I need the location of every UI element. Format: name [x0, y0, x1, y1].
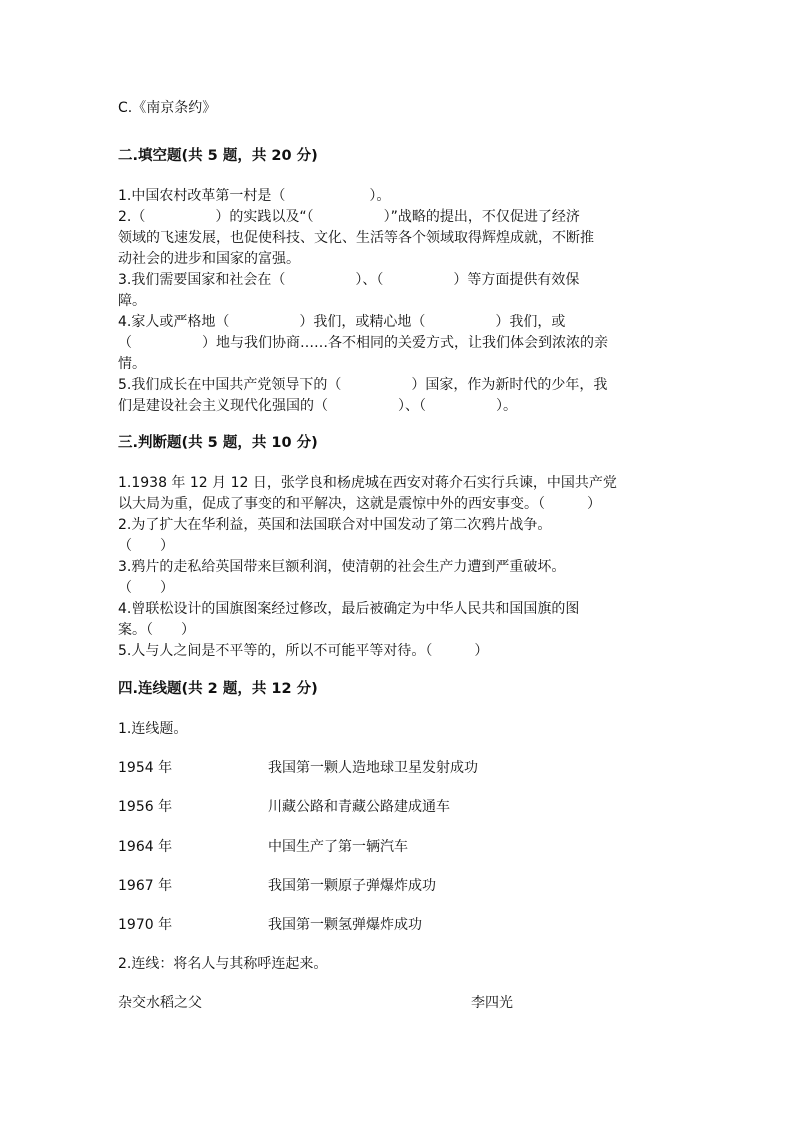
s2-line: （ ）地与我们协商……各不相同的关爱方式，让我们体会到浓浓的亲: [118, 335, 608, 351]
s2-line: 1.中国农村改革第一村是（ ）。: [118, 188, 391, 204]
section3-title: 三.判断题(共 5 题，共 10 分): [118, 435, 318, 451]
match-event: 中国生产了第一辆汽车: [268, 839, 408, 855]
s2-line: 4.家人或严格地（ ）我们，或精心地（ ）我们，或: [118, 314, 566, 330]
s3-line: 3.鸦片的走私给英国带来巨额利润，使清朝的社会生产力遭到严重破坏。: [118, 559, 566, 575]
s3-line: （ ）: [118, 580, 174, 596]
s3-line: （ ）: [118, 538, 174, 554]
s2-line: 们是建设社会主义现代化强国的（ ）、（ ）。: [118, 398, 517, 414]
match-year: 1956 年: [118, 799, 173, 815]
s2-line: 5.我们成长在中国共产党领导下的（ ）国家，作为新时代的少年，我: [118, 377, 608, 393]
q1-label: 1.连线题。: [118, 721, 188, 737]
s3-line: 案。（ ）: [118, 622, 195, 638]
s3-line: 2.为了扩大在华利益，英国和法国联合对中国发动了第二次鸦片战争。: [118, 517, 552, 533]
s2-line: 情。: [118, 356, 146, 372]
match-year: 1964 年: [118, 839, 173, 855]
q2-label: 2.连线：将名人与其称呼连起来。: [118, 956, 328, 972]
s2-line: 领域的飞速发展，也促使科技、文化、生活等各个领域取得辉煌成就，不断推: [118, 230, 594, 246]
match-event: 川藏公路和青藏公路建成通车: [268, 799, 450, 815]
s3-line: 5.人与人之间是不平等的，所以不可能平等对待。（ ）: [118, 643, 489, 659]
match-year: 1954 年: [118, 760, 173, 776]
s2-line: 障。: [118, 293, 146, 309]
s3-line: 以大局为重，促成了事变的和平解决，这就是震惊中外的西安事变。（ ）: [118, 496, 601, 512]
match-event: 我国第一颗人造地球卫星发射成功: [268, 760, 478, 776]
s2-line: 动社会的进步和国家的富强。: [118, 251, 300, 267]
s3-line: 4.曾联松设计的国旗图案经过修改，最后被确定为中华人民共和国国旗的图: [118, 601, 580, 617]
person-title: 杂交水稻之父: [118, 995, 202, 1011]
s2-line: 2.（ ）的实践以及“（ ）”战略的提出，不仅促进了经济: [118, 209, 580, 225]
section4-title: 四.连线题(共 2 题，共 12 分): [118, 681, 318, 697]
person-name: 李四光: [471, 995, 513, 1011]
s2-line: 3.我们需要国家和社会在（ ）、（ ）等方面提供有效保: [118, 272, 580, 288]
match-event: 我国第一颗氢弹爆炸成功: [268, 917, 422, 933]
match-event: 我国第一颗原子弹爆炸成功: [268, 878, 436, 894]
option-c: C.《南京条约》: [118, 100, 217, 116]
s3-line: 1.1938 年 12 月 12 日，张学良和杨虎城在西安对蒋介石实行兵谏，中国共产党: [118, 475, 617, 491]
match-year: 1967 年: [118, 878, 173, 894]
section2-title: 二.填空题(共 5 题，共 20 分): [118, 148, 318, 164]
match-year: 1970 年: [118, 917, 173, 933]
